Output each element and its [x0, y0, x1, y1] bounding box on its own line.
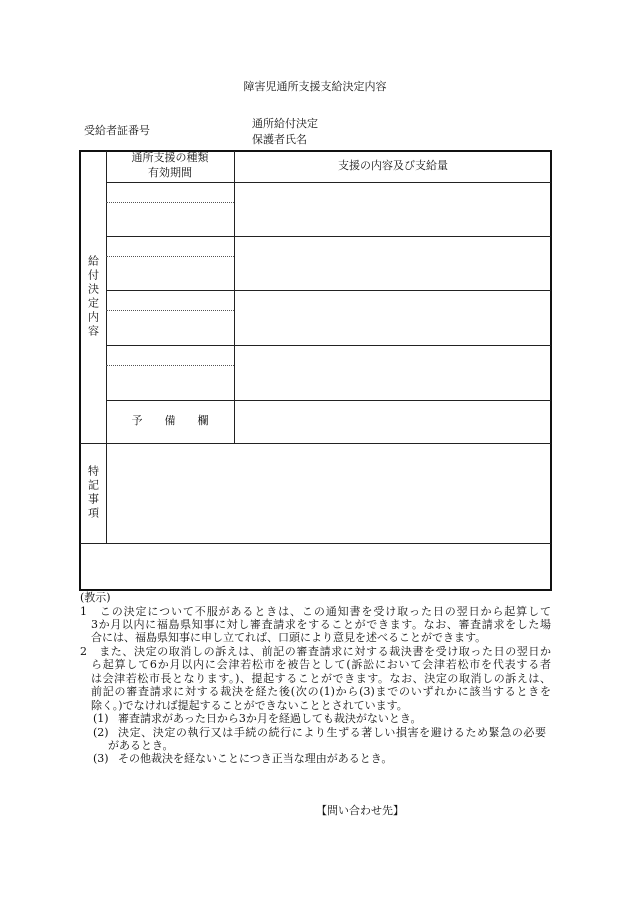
- instruction-paragraph-line: 合には、福島県知事に申し立てれば、口頭により意見を述べることができます。: [91, 631, 487, 645]
- reserve-label: 予 備 欄: [131, 414, 209, 427]
- instruction-item-line: があるとき。: [108, 739, 174, 752]
- service-type-cell: [107, 237, 234, 256]
- instruction-paragraph-line: 2 また、決定の取消しの訴えは、前記の審査請求に対する裁決書を受け取った日の翌日か: [80, 644, 551, 658]
- instruction-item-number: (3): [93, 752, 109, 766]
- support-content-cell: [235, 291, 551, 345]
- valid-period-cell: [107, 366, 234, 400]
- document-title: 障害児通所支援支給決定内容: [243, 80, 387, 93]
- footer-blank-cell: [81, 544, 550, 589]
- contact-label: 【問い合わせ先】: [316, 804, 404, 817]
- instruction-item-line: 審査請求があった日から3か月を経過しても裁決がないとき。: [118, 712, 422, 726]
- instruction-paragraph-line: 前記の審査請求に対する裁決を経た後(次の(1)から(3)までのいずれかに該当するときを: [91, 685, 551, 699]
- instruction-paragraph-line: は会津若松市長となります。)、提起することができます。なお、決定の取消しの訴えは、: [91, 671, 551, 685]
- instruction-item-line: その他裁決を経ないことにつき正当な理由があるとき。: [118, 752, 393, 766]
- instruction-paragraph-line: 1 この決定について不服があるときは、この通知書を受け取った日の翌日から起算して: [80, 604, 551, 618]
- guardian-label-line2: 保護者氏名: [252, 133, 307, 146]
- instruction-item-number: (1): [93, 712, 109, 726]
- service-type-cell: [107, 291, 234, 310]
- service-type-cell: [107, 183, 234, 202]
- support-content-cell: [235, 183, 551, 236]
- support-content-cell: [235, 237, 551, 290]
- service-type-cell: [107, 346, 234, 365]
- col-valid-period-header: 有効期間: [148, 166, 192, 179]
- decision-section-label-cell: [79, 150, 106, 443]
- valid-period-cell: [107, 311, 234, 345]
- valid-period-cell: [107, 257, 234, 290]
- instruction-heading: (教示): [80, 591, 111, 604]
- col-service-type-header: 通所支援の種類: [131, 151, 209, 164]
- notes-content-cell: [107, 444, 551, 543]
- recipient-number-label: 受給者証番号: [84, 124, 150, 137]
- instruction-paragraph-line: ら起算して6か月以内に会津若松市を被告として(訴訟において会津若松市を代表する者: [91, 658, 551, 672]
- col-content-header: 支援の内容及び支給量: [338, 159, 448, 172]
- valid-period-cell: [107, 203, 234, 236]
- notes-section-label: 特記事項: [86, 465, 100, 521]
- instruction-paragraph-line: 3か月以内に福島県知事に対し審査請求をすることができます。なお、審査請求をした場: [91, 617, 551, 631]
- decision-section-label: 給付決定内容: [86, 254, 100, 339]
- guardian-label-line1: 通所給付決定: [252, 117, 318, 130]
- support-content-cell: [235, 346, 551, 400]
- instruction-item-number: (2): [93, 725, 109, 739]
- notes-section-label-cell: [79, 443, 106, 543]
- reserve-content-cell: [235, 401, 551, 443]
- instruction-item-line: 決定、決定の執行又は手続の続行により生ずる著しい損害を避けるため緊急の必要: [118, 725, 546, 739]
- instruction-paragraph-line: 除く。)でなければ提起することができないこととされています。: [91, 698, 408, 712]
